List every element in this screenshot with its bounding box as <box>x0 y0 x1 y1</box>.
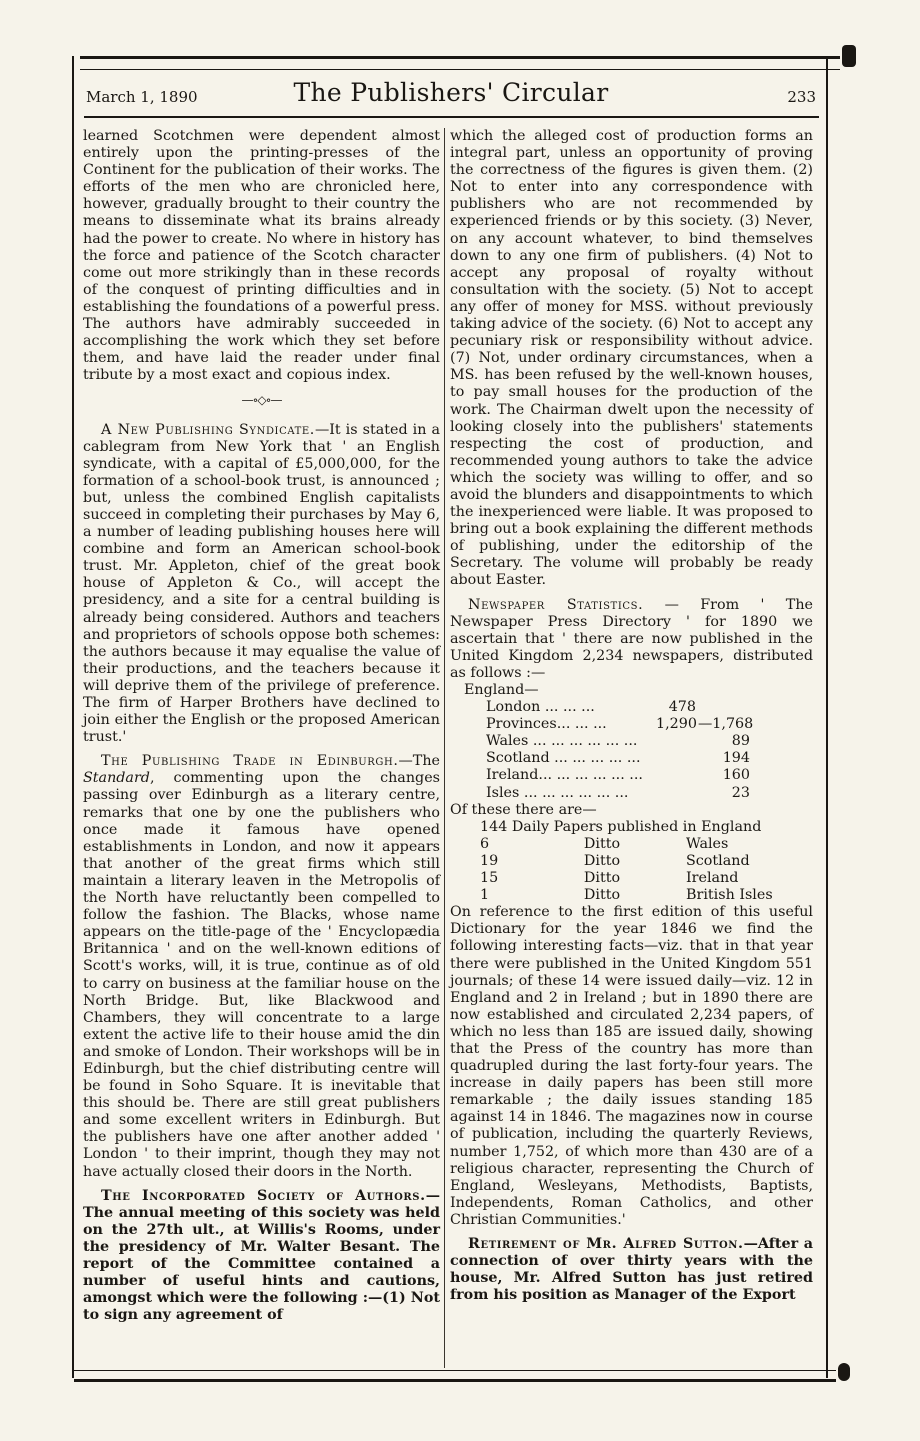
retirement-paragraph <box>450 1236 813 1304</box>
stats-row-ireland: Ireland... ... ... ... ... ... 160 <box>486 767 750 784</box>
scotch-printers-paragraph: learned Scotchmen were dependent almost entirely upon the printing-presses of the Continent for the publication of their works. The efforts of the men who are chronicled here, however, gradually brought to their country the means to disseminate what its brains already had the power to create. No where in history has the force and patience of the Scotch character come out more strikingly than in these records of the conquest of printing difficulties and in establishing the foundations of a powerful press. The authors have admirably succeeded in accomplishing the work which they set before them, and have laid the reader under final tribute by a most exact and copious index. <box>83 128 440 384</box>
edinburgh-text-a: —The <box>398 753 440 770</box>
column-divider <box>444 128 445 1368</box>
authors-society-text: —The annual meeting of this society was held on the 27th ult., at Willis's Rooms, under the presidency of Mr. Walter Besant. The report of the Committee contained a number of useful hints and cautions, amongst which were the following :—(1) Not to sign any agreement of <box>83 1187 440 1324</box>
stats-row-london: London ... ... ... 478 <box>486 699 696 716</box>
retirement-text: —After a connection of over thirty years with the house, Mr. Alfred Sutton has just retired from his position as Manager of the Export <box>450 1236 813 1304</box>
edinburgh-text-b: , commenting upon the changes passing over Edinburgh as a literary centre, remarks that one by one the publishers who once made it famous have opened establishments in London, and now it appears that another of the great firms which still maintain a literary leaven in the Metropolis of the North have reluctantly been compelled to follow the fashion. The Blacks, whose name appears on the title-page of the ' Encyclopædia Britannica ' and on the well-known editions of Scott's works, will, it is true, continue as of old to carry on business at the familiar house on the North Bridge. But, like Blackwood and Chambers, they will concentrate to a large extent the active life to their house amid the din and smoke of London. Their workshops will be in Edinburgh, but the chief distributing centre will be found in Soho Square. It is inevitable that this should be. There are still great publishers and some excellent writers in Edinburgh. But the publishers have one after another added ' London ' to their imprint, though they may not have actually closed their doors in the North. <box>83 770 440 1180</box>
publication-title: The Publishers' Circular <box>293 78 609 107</box>
section-ornament: —∘◇∘— <box>241 393 282 408</box>
stats-of-these: Of these there are— <box>450 801 597 818</box>
issue-date: March 1, 1890 <box>86 88 198 106</box>
society-rules-paragraph: which the alleged cost of production forms an integral part, unless an opportunity of proving the correctness of the figures is given them. (2) Not to enter into any correspondence with publishers who are not recommended by experienced friends or by this society. (3) Never, on any account whatever, to bind themselves down to any one firm of publishers. (4) Not to accept any proposal of royalty without consultation with the society. (5) Not to accept any offer of money for MSS. without previously taking advice of the society. (6) Not to accept any pecuniary risk or responsibility without advice. (7) Not, under ordinary circumstances, when a MS. has been refused by the well-known houses, to pay small houses for the production of the work. The Chairman dwelt upon the necessity of looking closely into the publishers' statements respecting the cost of production, and recommended young authors to take the advice which the society was willing to offer, and so avoid the blunders and disappointments to which the inexperienced were liable. It was proposed to bring out a book explaining the different methods of publishing, under the editorship of the Secretary. The volume will probably be ready about Easter. <box>450 128 813 589</box>
authors-society-paragraph <box>83 1188 440 1325</box>
stats-row-scotland: Scotland ... ... ... ... ... 194 <box>486 750 750 767</box>
right-column <box>450 128 813 1304</box>
stats-row-wales: Wales ... ... ... ... ... ... 89 <box>486 733 750 750</box>
newspaper-stats-intro: — From ' The Newspaper Press Directory ' for 1890 we ascertain that ' there are now published in the United Kingdom 2,234 newspapers, distributed as follows :— <box>450 596 813 681</box>
syndicate-paragraph <box>83 422 440 747</box>
stats-row-provinces: Provinces... ... ... 1,290 —1,768 <box>486 716 754 733</box>
edinburgh-paragraph <box>83 753 440 1180</box>
first-edition-paragraph: On reference to the first edition of this useful Dictionary for the year 1846 we find the following interesting facts—viz. that in that year there were published in the United Kingdom 551 journals; of these 14 were issued daily—viz. 12 in England and 2 in Ireland ; but in 1890 there are now established and circulated 2,234 papers, of which no less than 185 are issued daily, showing that the Press of the country has more than quadrupled during the last forty-four years. The increase in daily papers has been still more remarkable ; the daily issues standing 185 against 14 in 1846. The magazines now in course of publication, including the quarterly Reviews, number 1,752, of which more than 430 are of a religious character, representing the Church of England, Wesleyans, Methodists, Baptists, Independents, Roman Catholics, and other Christian Communities.' <box>450 904 813 1228</box>
left-column <box>83 128 440 1324</box>
daily-row: 1 Ditto British Isles <box>480 887 773 904</box>
authors-society-heading: The Incorporated Society of Authors. <box>101 1187 426 1204</box>
stats-row-england: England— <box>464 682 539 698</box>
stats-row-isles: Isles ... ... ... ... ... ... 23 <box>486 784 750 801</box>
newspaper-stats-heading: Newspaper Statistics. <box>468 596 644 613</box>
newspaper-stats-paragraph <box>450 597 813 682</box>
daily-row: 19 Ditto Scotland <box>480 852 750 869</box>
page-number: 233 <box>787 88 816 106</box>
left-border-rule <box>72 56 74 1378</box>
syndicate-text: —It is stated in a cablegram from New York that ' an English syndicate, with a capital of £5,000,000, for the formation of a school-book trust, is announced ; but, unless the combined English capitalists succeed in completing their purchases by May 6, a number of leading publishing houses here will combine and form an American school-book trust. Mr. Appleton, chief of the great book house of Appleton & Co., will accept the presidency, and a site for a central building is already being considered. Authors and teachers and proprietors of schools oppose both schemes: the authors because it may equalise the value of their productions, and the teachers because it will deprive them of the privilege of preference. The firm of Harper Brothers have declined to join either the English or the proposed American trust.' <box>83 421 440 746</box>
edinburgh-newspaper-name: Standard <box>83 770 150 787</box>
top-border-rule <box>80 56 840 70</box>
retirement-heading: Retirement of Mr. Alfred Sutton. <box>468 1236 744 1252</box>
daily-papers-england: 144 Daily Papers published in England <box>480 818 762 835</box>
syndicate-heading: A New Publishing Syndicate. <box>101 421 315 438</box>
page-header <box>86 74 816 114</box>
bottom-border-rule <box>74 1370 836 1382</box>
right-border-rule <box>826 56 828 1378</box>
edinburgh-heading: The Publishing Trade in Edinburgh. <box>101 753 399 770</box>
daily-row: 6 Ditto Wales <box>480 835 729 852</box>
newspaper-stats-table <box>450 682 813 904</box>
header-rule <box>84 116 819 118</box>
daily-row: 15 Ditto Ireland <box>480 870 739 887</box>
